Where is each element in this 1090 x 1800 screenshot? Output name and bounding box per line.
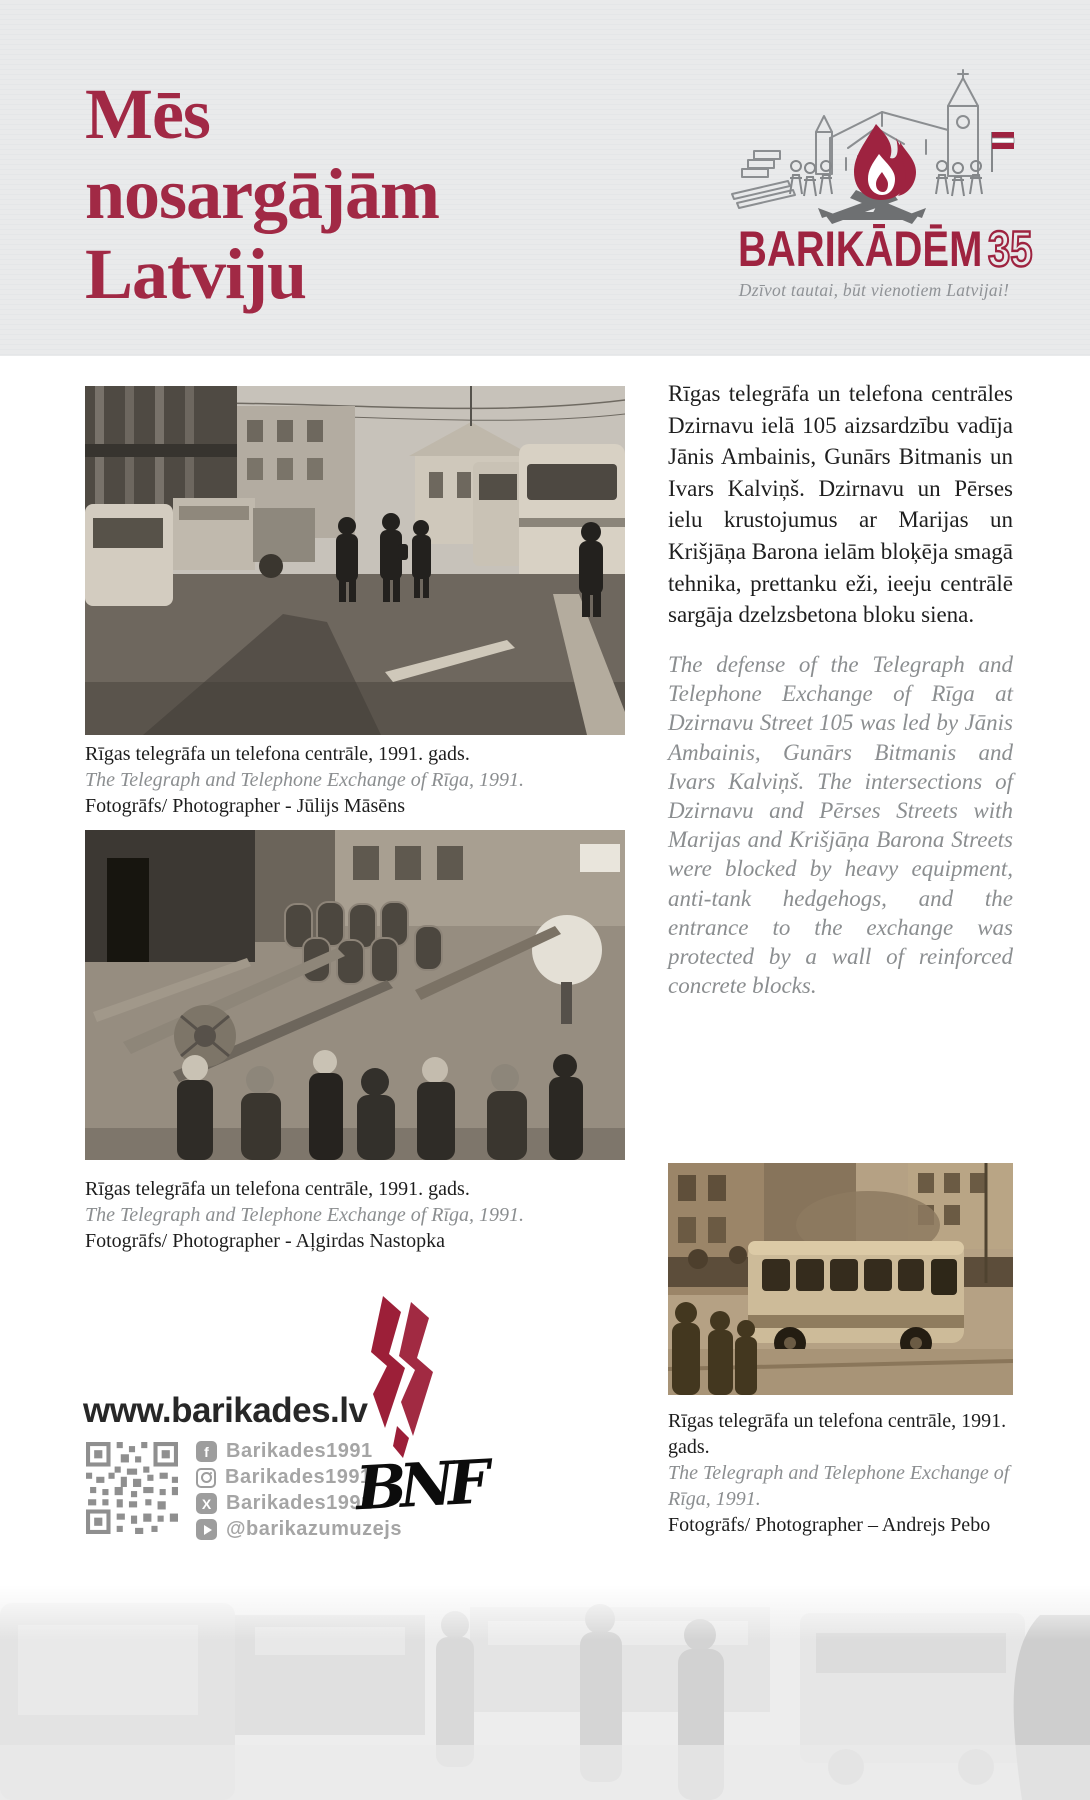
instagram-handle: Barikades1991 <box>225 1466 372 1488</box>
x-handle: Barikades1991 <box>226 1492 373 1514</box>
caption-photo-1 <box>85 741 524 819</box>
strip-fade-overlay <box>0 1585 1090 1640</box>
caption-photo-3 <box>668 1408 1013 1538</box>
logo-text-35: 35 <box>988 221 1033 277</box>
logo-text-barikadem: BARIKĀDĒM <box>738 221 983 277</box>
caption-1-credit: Fotogrāfs/ Photographer - Jūlijs Māsēns <box>85 795 405 817</box>
x-icon: X <box>196 1493 217 1514</box>
header-band <box>0 0 1090 356</box>
riga-skyline-bonfire-illustration <box>730 68 1030 228</box>
latvian-flag <box>992 132 1014 172</box>
intro-paragraph-en: The defense of the Telegraph and Telephone Exchange of Rīga at Dzirnavu Street 105 was led by Jānis Ambainis, Gunārs Bitmanis and Ivars Kalviņš. The intersections of Dzirnavu and Pērses Streets with Marijas and Krišjāņa Barona Streets were blocked by heavy equipment, anti-tank hedgehogs, and the entrance to the exchange was protected by a wall of reinforced concrete blocks. <box>668 652 1013 999</box>
caption-2-credit: Fotogrāfs/ Photographer - Aļgirdas Nastopka <box>85 1230 445 1252</box>
logo-tagline: Dzīvot tautai, būt vienotiem Latvijai! <box>738 280 1010 300</box>
youtube-icon <box>196 1519 217 1540</box>
title-line-2: nosargājām <box>85 154 439 234</box>
caption-photo-2 <box>85 1176 524 1254</box>
caption-3-credit: Fotogrāfs/ Photographer – Andrejs Pebo <box>668 1514 991 1536</box>
caption-2-lv: Rīgas telegrāfa un telefona centrāle, 1991. gads. <box>85 1178 470 1200</box>
facebook-handle: Barikades1991 <box>226 1440 373 1462</box>
caption-3-en: The Telegraph and Telephone Exchange of Rīga, 1991. <box>668 1462 1010 1510</box>
bonfire-flame <box>854 124 916 200</box>
caption-2-en: The Telegraph and Telephone Exchange of Rīga, 1991. <box>85 1204 525 1226</box>
instagram-icon <box>196 1468 216 1488</box>
title-line-1: Mēs <box>85 74 210 154</box>
facebook-icon: f <box>196 1441 217 1462</box>
caption-1-en: The Telegraph and Telephone Exchange of Rīga, 1991. <box>85 769 525 791</box>
barikadem-35-logo <box>720 58 1040 318</box>
page-title <box>85 74 439 314</box>
youtube-handle: @barikazumuzejs <box>226 1518 402 1540</box>
caption-3-lv: Rīgas telegrāfa un telefona centrāle, 1991. gads. <box>668 1410 1007 1458</box>
bnf-flame-mark <box>363 1296 441 1458</box>
photo-telegraph-exchange-street <box>85 386 625 735</box>
photo-bus-sepia <box>668 1163 1013 1395</box>
logo-wordmark <box>738 220 1033 278</box>
photo-barricade-crowd <box>85 830 625 1160</box>
caption-1-lv: Rīgas telegrāfa un telefona centrāle, 1991. gads. <box>85 743 470 765</box>
intro-paragraph-lv: Rīgas telegrāfa un telefona centrāles Dzirnavu ielā 105 aizsardzību vadīja Jānis Ambainis, Gunārs Bitmanis un Ivars Kalviņš. Dzirnavu un Pērses ielu krustojumus ar Marijas un Krišjāņa Barona ielām bloķēja smagā tehnika, prettanku eži, ieeju centrālē sargāja dzelzsbetona bloku siena. <box>668 381 1013 628</box>
bnf-logo-text: BNF <box>354 1447 485 1525</box>
qr-code <box>86 1442 178 1534</box>
website-link[interactable]: www.barikades.lv <box>83 1391 368 1430</box>
title-line-3: Latviju <box>85 234 307 314</box>
